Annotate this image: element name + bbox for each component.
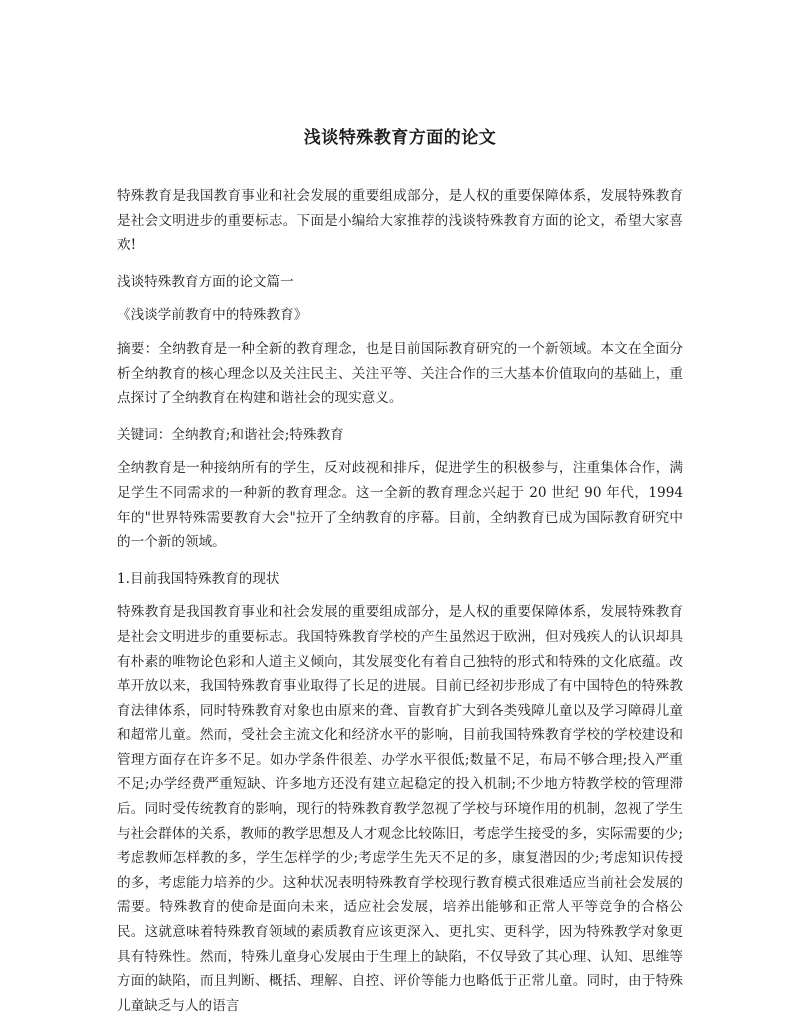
document-title: 浅谈特殊教育方面的论文 xyxy=(303,128,497,148)
body-paragraph-1: 全纳教育是一种接纳所有的学生，反对歧视和排斥，促进学生的积极参与，注重集体合作，满足学生不同需求的一种新的教育理念。这一全新的教育理念兴起于 20 世纪 90 年代，1994 年的"世界特殊需要教育大会"拉开了全纳教育的序幕。目前，全纳教育已成为国际教育研究中的一个新的领域。 xyxy=(117,460,683,551)
section-heading: 浅谈特殊教育方面的论文篇一 xyxy=(117,273,294,290)
paper-title: 《浅谈学前教育中的特殊教育》 xyxy=(117,307,308,324)
document-body xyxy=(117,126,683,1030)
section-subheading: 1.目前我国特殊教育的现状 xyxy=(117,570,280,587)
intro-paragraph: 特殊教育是我国教育事业和社会发展的重要组成部分，是人权的重要保障体系，发展特殊教育是社会文明进步的重要标志。下面是小编给大家推荐的浅谈特殊教育方面的论文，希望大家喜欢! xyxy=(117,188,683,254)
body-paragraph-2: 特殊教育是我国教育事业和社会发展的重要组成部分，是人权的重要保障体系，发展特殊教育是社会文明进步的重要标志。我国特殊教育学校的产生虽然迟于欧洲，但对残疾人的认识却具有朴素的唯物论色彩和人道主义倾向，其发展变化有着自己独特的形式和特殊的文化底蕴。改革开放以来，我国特殊教育事业取得了长足的进展。目前已经初步形成了有中国特色的特殊教育法律体系，同时特殊教育对象也由原来的聋、盲教育扩大到各类残障儿童以及学习障碍儿童和超常儿童。然而，受社会主流文化和经济水平的影响，目前我国特殊教育学校的学校建设和管理方面存在许多不足。如办学条件很差、办学水平很低;数量不足，布局不够合理;投入严重不足;办学经费严重短缺、许多地方还没有建立起稳定的投入机制;不少地方特教学校的管理滞后。同时受传统教育的影响，现行的特殊教育教学忽视了学校与环境作用的机制，忽视了学生与社会群体的关系，教师的教学思想及人才观念比较陈旧，考虑学生接受的多，实际需要的少;考虑教师怎样教的多，学生怎样学的少;考虑学生先天不足的多，康复潜因的少;考虑知识传授的多，考虑能力培养的少。这种状况表明特殊教育学校现行教育模式很难适应当前社会发展的需要。特殊教育的使命是面向未来，适应社会发展，培养出能够和正常人平等竞争的合格公民。这就意味着特殊教育领域的素质教育应该更深入、更扎实、更科学，因为特殊教学对象更具有特殊性。然而，特殊儿童身心发展由于生理上的缺陷，不仅导致了其心理、认知、思维等方面的缺陷，而且判断、概括、理解、自控、评价等能力也略低于正常儿童。同时，由于特殊儿童缺乏与人的语言 xyxy=(117,604,683,1014)
abstract-paragraph: 摘要：全纳教育是一种全新的教育理念，也是目前国际教育研究的一个新领域。本文在全面分析全纳教育的核心理念以及关注民主、关注平等、关注合作的三大基本价值取向的基础上，重点探讨了全纳教育在构建和谐社会的现实意义。 xyxy=(117,340,683,407)
keywords-line: 关键词：全纳教育;和谐社会;特殊教育 xyxy=(117,426,344,443)
